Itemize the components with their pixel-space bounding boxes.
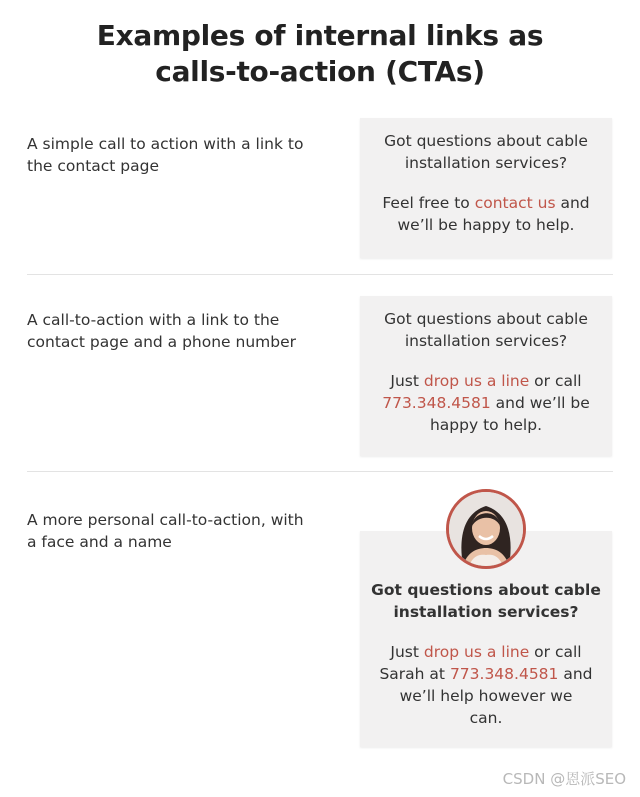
cta-card-simple xyxy=(360,118,612,258)
title-line-2: calls-to-action (CTAs) xyxy=(155,55,485,88)
drop-us-a-line-link[interactable]: drop us a line xyxy=(423,372,530,390)
person-portrait-icon xyxy=(449,492,523,566)
cta-body-line-3: we’ll help however we xyxy=(399,687,573,705)
divider xyxy=(27,274,613,275)
row-1-description-line-2: the contact page xyxy=(27,157,160,175)
cta-body-line-2: we’ll be happy to help. xyxy=(397,216,575,234)
cta-body-line-1: Just drop us a line or call xyxy=(390,643,582,661)
page-title xyxy=(0,18,640,90)
watermark: CSDN @恩派SEO xyxy=(502,770,626,788)
title-line-1: Examples of internal links as xyxy=(96,19,544,52)
cta-heading-line-2: installation services? xyxy=(404,332,568,350)
cta-body-line-4: can. xyxy=(469,709,503,727)
contact-us-link[interactable]: contact us xyxy=(474,194,556,212)
cta-body-line-3: happy to help. xyxy=(429,416,543,434)
cta-card-phone xyxy=(360,296,612,456)
row-3-description xyxy=(27,509,337,553)
cta-heading-line-2: installation services? xyxy=(393,603,579,621)
avatar-photo xyxy=(446,489,526,569)
drop-us-a-line-link[interactable]: drop us a line xyxy=(423,643,530,661)
row-3-description-line-1: A more personal call-to-action, with xyxy=(27,511,304,529)
cta-body-line-2: Sarah at 773.348.4581 and xyxy=(379,665,593,683)
phone-link[interactable]: 773.348.4581 xyxy=(382,394,491,412)
cta-heading-line-1: Got questions about cable xyxy=(384,310,588,328)
divider xyxy=(27,471,613,472)
cta-heading-line-2: installation services? xyxy=(404,154,568,172)
phone-link[interactable]: 773.348.4581 xyxy=(449,665,559,683)
cta-heading-line-1: Got questions about cable xyxy=(371,581,601,599)
cta-body-line-2: 773.348.4581 and we’ll be xyxy=(382,394,590,412)
cta-body-line-1: Feel free to contact us and xyxy=(382,194,590,212)
cta-heading-line-1: Got questions about cable xyxy=(384,132,588,150)
row-1-description xyxy=(27,133,337,177)
row-3-description-line-2: a face and a name xyxy=(27,533,172,551)
row-1-description-line-1: A simple call to action with a link to xyxy=(27,135,304,153)
row-2-description xyxy=(27,309,337,353)
row-2-description-line-1: A call-to-action with a link to the xyxy=(27,311,280,329)
row-2-description-line-2: contact page and a phone number xyxy=(27,333,297,351)
cta-body-line-1: Just drop us a line or call xyxy=(390,372,582,390)
